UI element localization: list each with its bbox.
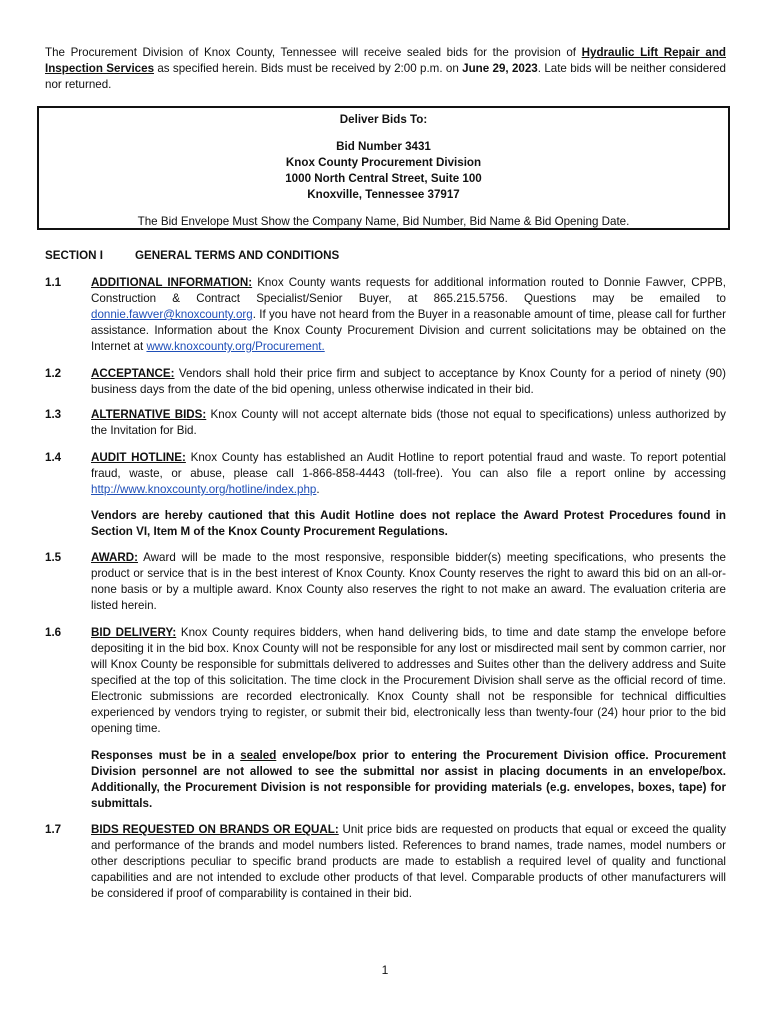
item-body [91, 550, 726, 614]
hotline-url-link[interactable]: http://www.knoxcounty.org/hotline/index.php [91, 483, 317, 496]
bid-number: Bid Number 3431 [336, 140, 431, 153]
item-number: 1.1 [45, 276, 62, 289]
item-text: Knox County wants requests for additional information routed to Donnie Fawver, CPPB, Construction & Contract Specialist/Senior Buyer, at 865.215.5756. Questions may be emailed to [91, 276, 726, 305]
buyer-email-link[interactable]: donnie.fawver@knoxcounty.org [91, 308, 253, 321]
item-text: Vendors shall hold their price firm and subject to acceptance by Knox County for a period of ninety (90) business days from the date of the bid opening, unless otherwise indicated in their bid. [91, 367, 726, 396]
audit-hotline-note: Vendors are hereby cautioned that this Audit Hotline does not replace the Award Protest Procedures found in Section VI, Item M of the Knox County Procurement Regulations. [91, 509, 726, 538]
item-number: 1.6 [45, 626, 62, 639]
item-1-7 [45, 822, 726, 902]
item-text: Knox County requires bidders, when hand delivering bids, to time and date stamp the envelope before depositing it in the bid box. Knox County will not be responsible for any lost or misdirected mail sent by common carrier, nor will Knox County be responsible for submittals delivered to addresses and Suites other than the delivery address and Suite specified at the top of this solicitation. The time clock in the Procurement Division shall serve as the official record of time. Electronic submissions are recorded electronically. Knox County shall not be responsible for technical difficulties experienced by vendors trying to register, or submit their bid, electronically less than twenty-four (24) hour prior to the bid opening time. [91, 626, 726, 735]
note-sealed-word: sealed [240, 749, 277, 762]
note-text: Responses must be in a [91, 749, 241, 762]
item-text: Knox County will not accept alternate bids (those not equal to specifications) unless authorized by the Invitation for Bid. [91, 408, 726, 437]
item-text: Knox County has established an Audit Hotline to report potential fraud and waste. To report potential fraud, waste, or abuse, please call 1-866-858-4443 (toll-free). You can also file a report online by accessing [91, 451, 726, 480]
item-1-5 [45, 550, 726, 614]
item-text: . [316, 483, 320, 496]
item-body [91, 450, 726, 498]
item-1-2 [45, 366, 726, 398]
item-body [91, 822, 726, 902]
item-number: 1.4 [45, 451, 62, 464]
item-body [91, 275, 726, 355]
deliver-bids-box [37, 106, 730, 230]
intro-paragraph [45, 45, 726, 93]
item-title: ACCEPTANCE: [91, 367, 175, 380]
item-number: 1.2 [45, 367, 62, 380]
street-address: 1000 North Central Street, Suite 100 [285, 172, 482, 185]
item-1-4 [45, 450, 726, 498]
section-title: GENERAL TERMS AND CONDITIONS [135, 249, 340, 262]
item-text: . If you have not heard from the Buyer in a reasonable amount of time, please call for further assistance. Information about the Knox County Procurement Division and current solicitations may be obtained on the Internet at [91, 308, 726, 353]
item-1-6 [45, 625, 726, 737]
page-number: 1 [381, 963, 389, 977]
city-address: Knoxville, Tennessee 37917 [307, 188, 460, 201]
service-name: Hydraulic Lift Repair and Inspection Services [45, 46, 726, 75]
note-text: envelope/box prior to entering the Procurement Division office. Procurement Division personnel are not allowed to see the submittal nor assist in placing documents in an envelope/box. Additionally, the Procurement Division is not responsible for providing materials (e.g. envelopes, boxes, tape) for submittals. [91, 749, 726, 810]
item-number: 1.7 [45, 823, 62, 836]
intro-text: as specified herein. Bids must be received by 2:00 p.m. on [154, 62, 463, 75]
deliver-heading: Deliver Bids To: [339, 113, 428, 126]
item-number: 1.5 [45, 551, 62, 564]
item-body [91, 407, 726, 439]
item-body [91, 625, 726, 737]
due-date: June 29, 2023 [462, 62, 538, 75]
intro-text: . Late bids will be neither considered nor returned. [45, 62, 726, 91]
item-title: ALTERNATIVE BIDS: [91, 408, 207, 421]
item-title: AWARD: [91, 551, 139, 564]
sealed-envelope-note [91, 748, 726, 812]
envelope-note: The Bid Envelope Must Show the Company Name, Bid Number, Bid Name & Bid Opening Date. [137, 215, 630, 228]
item-number: 1.3 [45, 408, 62, 421]
section-number: SECTION I [45, 249, 103, 262]
item-1-1 [45, 275, 726, 355]
item-body [91, 366, 726, 398]
item-title: BIDS REQUESTED ON BRANDS OR EQUAL: [91, 823, 339, 836]
item-title: BID DELIVERY: [91, 626, 177, 639]
division-name: Knox County Procurement Division [285, 156, 482, 169]
procurement-url-link[interactable]: www.knoxcounty.org/Procurement. [146, 340, 325, 353]
item-title: AUDIT HOTLINE: [91, 451, 186, 464]
item-1-3 [45, 407, 726, 439]
intro-text: The Procurement Division of Knox County, Tennessee will receive sealed bids for the provision of [45, 46, 582, 59]
item-title: ADDITIONAL INFORMATION: [91, 276, 253, 289]
item-text: Award will be made to the most responsive, responsible bidder(s) meeting specifications, who presents the product or service that is in the best interest of Knox County. Knox County reserves the right to award this bid on an all-or-none basis or by a multiple award. Knox County also reserves the right to not make an award. The evaluation criteria are listed herein. [91, 551, 726, 612]
item-text: Unit price bids are requested on products that equal or exceed the quality and performance of the brands and model numbers listed. References to brand names, trade names, model numbers or other descriptions peculiar to specific brand products are made to establish a required level of quality and functional capabilities and are not intended to exclude other products of that level. Comparable products of other manufacturers will be considered if proof of comparability is contained in their bid. [91, 823, 726, 900]
